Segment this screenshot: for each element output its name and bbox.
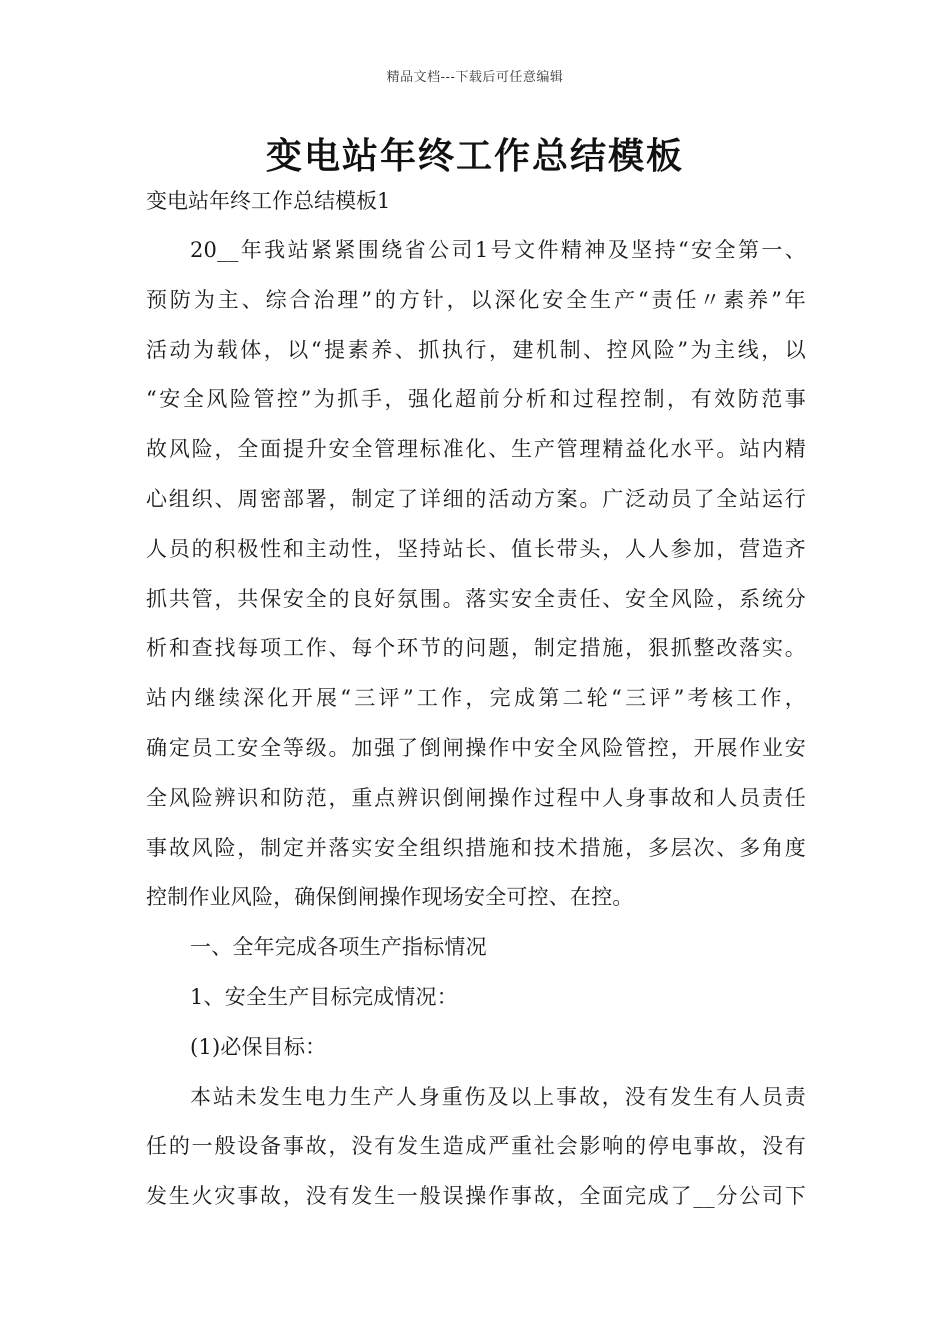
paragraph-line: 站内继续深化开展“三评”工作，完成第二轮“三评”考核工作，	[146, 686, 806, 711]
paragraph-line: 全风险辨识和防范，重点辨识倒闸操作过程中人身事故和人员责任	[146, 785, 806, 810]
subsection-heading: 1、安全生产目标完成情况：	[190, 984, 458, 1009]
paragraph-line: 人员的积极性和主动性，坚持站长、值长带头，人人参加，营造齐	[146, 536, 806, 561]
document-body	[146, 226, 806, 1222]
paragraph-line: 抓共管，共保安全的良好氛围。落实安全责任、安全风险，系统分	[146, 586, 806, 611]
paragraph-line: 析和查找每项工作、每个环节的问题，制定措施，狠抓整改落实。	[146, 636, 806, 661]
header-note: 精品文档---下载后可任意编辑	[386, 70, 564, 85]
paragraph-line: 预防为主、综合治理”的方针，以深化安全生产“责任〃素养”年	[146, 287, 806, 312]
section-heading: 一、全年完成各项生产指标情况	[190, 935, 487, 960]
paragraph-line: 任的一般设备事故，没有发生造成严重社会影响的停电事故，没有	[146, 1134, 806, 1159]
document-title: 变电站年终工作总结模板	[265, 136, 684, 177]
paragraph-line: 本站未发生电力生产人身重伤及以上事故，没有发生有人员责	[190, 1084, 806, 1109]
paragraph-line: 确定员工安全等级。加强了倒闸操作中安全风险管控，开展作业安	[146, 735, 806, 760]
paragraph-line: 故风险，全面提升安全管理标准化、生产管理精益化水平。站内精	[146, 437, 806, 462]
paragraph-line: 事故风险，制定并落实安全组织措施和技术措施，多层次、多角度	[146, 835, 806, 860]
paragraph-line: 心组织、周密部署，制定了详细的活动方案。广泛动员了全站运行	[146, 486, 806, 511]
paragraph-line: 20__年我站紧紧围绕省公司1号文件精神及坚持“安全第一、	[190, 238, 806, 262]
paragraph-line: 发生火灾事故，没有发生一般误操作事故，全面完成了__分公司下	[146, 1184, 806, 1209]
paragraph-line: 活动为载体，以“提素养、抓执行，建机制、控风险”为主线，以	[146, 337, 806, 362]
item-heading: (1)必保目标：	[190, 1034, 327, 1059]
paragraph-line: 控制作业风险，确保倒闸操作现场安全可控、在控。	[146, 885, 634, 910]
section-subtitle: 变电站年终工作总结模板1	[146, 189, 391, 213]
paragraph-line: “安全风险管控”为抓手，强化超前分析和过程控制，有效防范事	[146, 387, 806, 412]
